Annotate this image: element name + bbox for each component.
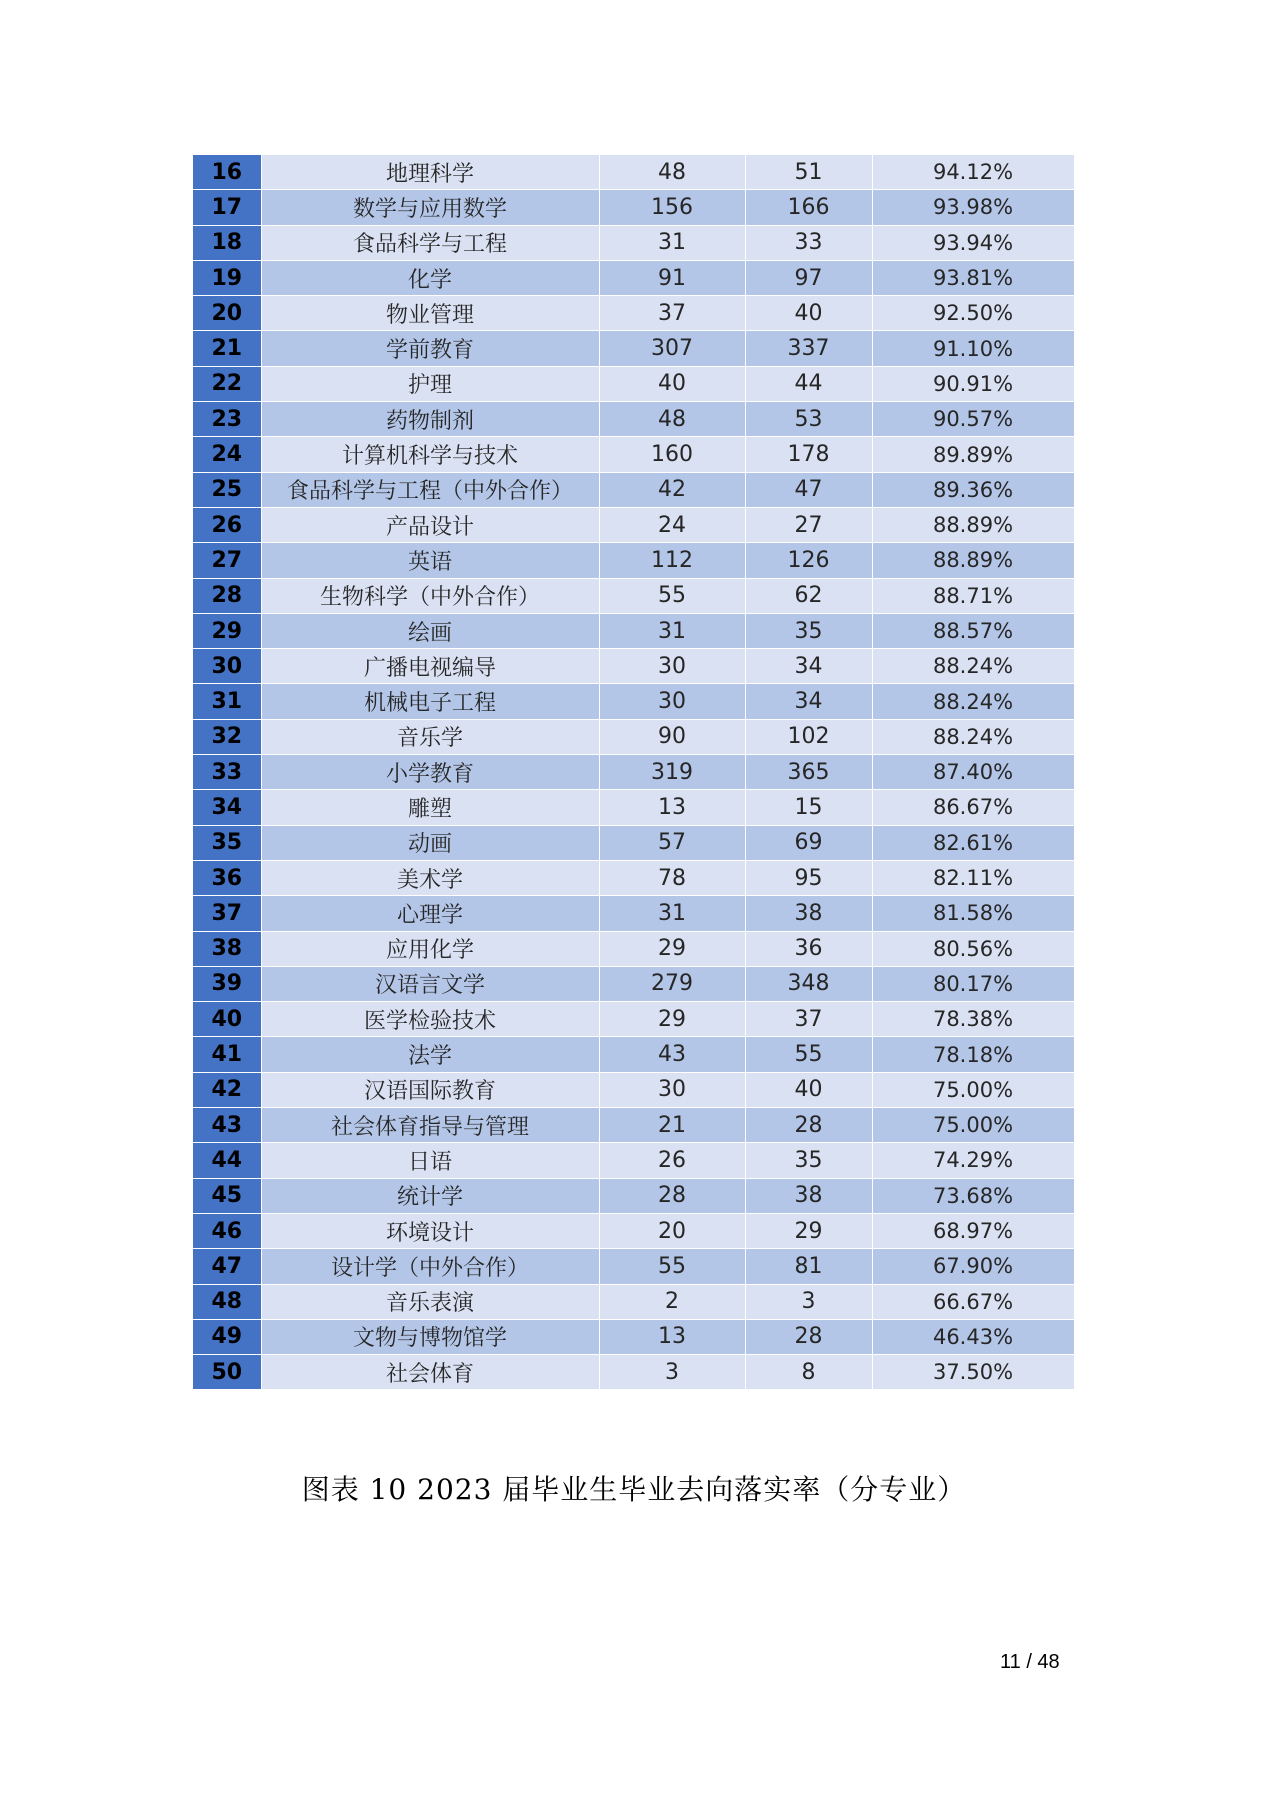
- placement-rate-cell: 89.89%: [872, 437, 1074, 472]
- table-row: [193, 1319, 1074, 1354]
- total-count-cell: 55: [745, 1037, 872, 1072]
- placed-count-cell: 31: [599, 896, 745, 931]
- major-cell: 日语: [261, 1143, 599, 1178]
- placed-count-cell: 21: [599, 1108, 745, 1143]
- placement-rate-cell: 46.43%: [872, 1319, 1074, 1354]
- total-count-cell: 102: [745, 719, 872, 754]
- total-count-cell: 28: [745, 1108, 872, 1143]
- total-count-cell: 337: [745, 331, 872, 366]
- placement-rate-cell: 67.90%: [872, 1249, 1074, 1284]
- table-row: [193, 260, 1074, 295]
- total-count-cell: 126: [745, 543, 872, 578]
- placed-count-cell: 29: [599, 1002, 745, 1037]
- placement-rate-cell: 93.94%: [872, 225, 1074, 260]
- total-count-cell: 33: [745, 225, 872, 260]
- placed-count-cell: 90: [599, 719, 745, 754]
- major-cell: 绘画: [261, 613, 599, 648]
- major-cell: 文物与博物馆学: [261, 1319, 599, 1354]
- placement-rate-cell: 94.12%: [872, 155, 1074, 190]
- placement-rate-cell: 78.38%: [872, 1002, 1074, 1037]
- placed-count-cell: 40: [599, 366, 745, 401]
- placement-rate-cell: 88.57%: [872, 613, 1074, 648]
- placed-count-cell: 48: [599, 155, 745, 190]
- placed-count-cell: 156: [599, 190, 745, 225]
- placed-count-cell: 55: [599, 578, 745, 613]
- table-row: [193, 860, 1074, 895]
- major-cell: 地理科学: [261, 155, 599, 190]
- table-row: [193, 1178, 1074, 1213]
- rank-cell: 47: [193, 1249, 261, 1284]
- rank-cell: 22: [193, 366, 261, 401]
- rank-cell: 19: [193, 260, 261, 295]
- placed-count-cell: 13: [599, 790, 745, 825]
- placed-count-cell: 112: [599, 543, 745, 578]
- placement-rate-cell: 88.24%: [872, 684, 1074, 719]
- placement-rate-cell: 88.89%: [872, 507, 1074, 542]
- total-count-cell: 8: [745, 1355, 872, 1390]
- rank-cell: 37: [193, 896, 261, 931]
- table-row: [193, 331, 1074, 366]
- major-cell: 医学检验技术: [261, 1002, 599, 1037]
- placed-count-cell: 2: [599, 1284, 745, 1319]
- placement-rate-cell: 66.67%: [872, 1284, 1074, 1319]
- placed-count-cell: 20: [599, 1213, 745, 1248]
- rank-cell: 24: [193, 437, 261, 472]
- major-cell: 统计学: [261, 1178, 599, 1213]
- total-count-cell: 44: [745, 366, 872, 401]
- placed-count-cell: 43: [599, 1037, 745, 1072]
- major-cell: 食品科学与工程: [261, 225, 599, 260]
- placement-rate-cell: 82.61%: [872, 825, 1074, 860]
- table-row: [193, 896, 1074, 931]
- rank-cell: 29: [193, 613, 261, 648]
- table-row: [193, 437, 1074, 472]
- placement-rate-cell: 87.40%: [872, 755, 1074, 790]
- placed-count-cell: 24: [599, 507, 745, 542]
- table-row: [193, 1072, 1074, 1107]
- total-count-cell: 40: [745, 296, 872, 331]
- table-row: [193, 155, 1074, 190]
- rank-cell: 31: [193, 684, 261, 719]
- rank-cell: 43: [193, 1108, 261, 1143]
- major-cell: 社会体育指导与管理: [261, 1108, 599, 1143]
- major-cell: 广播电视编导: [261, 649, 599, 684]
- total-count-cell: 15: [745, 790, 872, 825]
- table-row: [193, 1108, 1074, 1143]
- rank-cell: 49: [193, 1319, 261, 1354]
- placed-count-cell: 319: [599, 755, 745, 790]
- table-row: [193, 1037, 1074, 1072]
- table-row: [193, 931, 1074, 966]
- total-count-cell: 35: [745, 1143, 872, 1178]
- placement-rate-cell: 88.89%: [872, 543, 1074, 578]
- major-cell: 学前教育: [261, 331, 599, 366]
- total-count-cell: 38: [745, 1178, 872, 1213]
- placed-count-cell: 307: [599, 331, 745, 366]
- major-cell: 汉语言文学: [261, 966, 599, 1001]
- placed-count-cell: 48: [599, 402, 745, 437]
- table-row: [193, 966, 1074, 1001]
- placement-rate-cell: 75.00%: [872, 1108, 1074, 1143]
- rank-cell: 34: [193, 790, 261, 825]
- placed-count-cell: 55: [599, 1249, 745, 1284]
- rank-cell: 28: [193, 578, 261, 613]
- major-cell: 计算机科学与技术: [261, 437, 599, 472]
- table-row: [193, 719, 1074, 754]
- major-cell: 音乐表演: [261, 1284, 599, 1319]
- major-cell: 化学: [261, 260, 599, 295]
- placed-count-cell: 30: [599, 684, 745, 719]
- table-row: [193, 825, 1074, 860]
- placed-count-cell: 42: [599, 472, 745, 507]
- major-cell: 环境设计: [261, 1213, 599, 1248]
- major-cell: 小学教育: [261, 755, 599, 790]
- placed-count-cell: 29: [599, 931, 745, 966]
- rank-cell: 40: [193, 1002, 261, 1037]
- table-row: [193, 755, 1074, 790]
- table-row: [193, 1284, 1074, 1319]
- rank-cell: 30: [193, 649, 261, 684]
- major-cell: 社会体育: [261, 1355, 599, 1390]
- total-count-cell: 51: [745, 155, 872, 190]
- placement-rate-cell: 74.29%: [872, 1143, 1074, 1178]
- rank-cell: 42: [193, 1072, 261, 1107]
- major-cell: 生物科学（中外合作）: [261, 578, 599, 613]
- placement-rate-cell: 93.98%: [872, 190, 1074, 225]
- total-count-cell: 35: [745, 613, 872, 648]
- major-cell: 产品设计: [261, 507, 599, 542]
- page-number: 11 / 48: [1000, 1651, 1060, 1673]
- table-row: [193, 366, 1074, 401]
- rank-cell: 21: [193, 331, 261, 366]
- placed-count-cell: 279: [599, 966, 745, 1001]
- total-count-cell: 81: [745, 1249, 872, 1284]
- total-count-cell: 53: [745, 402, 872, 437]
- table-row: [193, 1249, 1074, 1284]
- rank-cell: 35: [193, 825, 261, 860]
- major-cell: 美术学: [261, 860, 599, 895]
- table-row: [193, 790, 1074, 825]
- major-cell: 护理: [261, 366, 599, 401]
- table-row: [193, 613, 1074, 648]
- major-cell: 心理学: [261, 896, 599, 931]
- major-cell: 法学: [261, 1037, 599, 1072]
- total-count-cell: 40: [745, 1072, 872, 1107]
- placement-rate-cell: 37.50%: [872, 1355, 1074, 1390]
- total-count-cell: 29: [745, 1213, 872, 1248]
- table-row: [193, 472, 1074, 507]
- table-row: [193, 543, 1074, 578]
- total-count-cell: 27: [745, 507, 872, 542]
- placement-rate-cell: 80.56%: [872, 931, 1074, 966]
- total-count-cell: 97: [745, 260, 872, 295]
- table-row: [193, 1213, 1074, 1248]
- rank-cell: 46: [193, 1213, 261, 1248]
- table-row: [193, 578, 1074, 613]
- placed-count-cell: 13: [599, 1319, 745, 1354]
- placement-rate-cell: 78.18%: [872, 1037, 1074, 1072]
- placement-rate-cell: 91.10%: [872, 331, 1074, 366]
- placement-rate-cell: 86.67%: [872, 790, 1074, 825]
- total-count-cell: 37: [745, 1002, 872, 1037]
- rank-cell: 39: [193, 966, 261, 1001]
- rank-cell: 50: [193, 1355, 261, 1390]
- rank-cell: 44: [193, 1143, 261, 1178]
- major-cell: 应用化学: [261, 931, 599, 966]
- major-cell: 物业管理: [261, 296, 599, 331]
- placement-rate-cell: 89.36%: [872, 472, 1074, 507]
- placement-rate-cell: 92.50%: [872, 296, 1074, 331]
- table-row: [193, 190, 1074, 225]
- total-count-cell: 36: [745, 931, 872, 966]
- major-cell: 英语: [261, 543, 599, 578]
- placed-count-cell: 30: [599, 1072, 745, 1107]
- placed-count-cell: 37: [599, 296, 745, 331]
- placement-rate-cell: 75.00%: [872, 1072, 1074, 1107]
- placed-count-cell: 28: [599, 1178, 745, 1213]
- total-count-cell: 3: [745, 1284, 872, 1319]
- major-cell: 数学与应用数学: [261, 190, 599, 225]
- major-cell: 机械电子工程: [261, 684, 599, 719]
- rank-cell: 25: [193, 472, 261, 507]
- placed-count-cell: 31: [599, 613, 745, 648]
- rank-cell: 32: [193, 719, 261, 754]
- major-cell: 汉语国际教育: [261, 1072, 599, 1107]
- major-cell: 食品科学与工程（中外合作）: [261, 472, 599, 507]
- placement-rate-cell: 81.58%: [872, 896, 1074, 931]
- total-count-cell: 166: [745, 190, 872, 225]
- rank-cell: 45: [193, 1178, 261, 1213]
- table-body: [193, 155, 1074, 1390]
- placement-rate-cell: 80.17%: [872, 966, 1074, 1001]
- table-row: [193, 649, 1074, 684]
- placed-count-cell: 31: [599, 225, 745, 260]
- total-count-cell: 365: [745, 755, 872, 790]
- rank-cell: 33: [193, 755, 261, 790]
- rank-cell: 26: [193, 507, 261, 542]
- rank-cell: 23: [193, 402, 261, 437]
- table-row: [193, 1002, 1074, 1037]
- rank-cell: 48: [193, 1284, 261, 1319]
- major-cell: 雕塑: [261, 790, 599, 825]
- total-count-cell: 34: [745, 684, 872, 719]
- rank-cell: 38: [193, 931, 261, 966]
- placement-rate-cell: 93.81%: [872, 260, 1074, 295]
- major-cell: 动画: [261, 825, 599, 860]
- placement-rate-cell: 88.71%: [872, 578, 1074, 613]
- table-row: [193, 507, 1074, 542]
- table-row: [193, 1143, 1074, 1178]
- placed-count-cell: 26: [599, 1143, 745, 1178]
- table-row: [193, 225, 1074, 260]
- total-count-cell: 178: [745, 437, 872, 472]
- rank-cell: 36: [193, 860, 261, 895]
- placed-count-cell: 78: [599, 860, 745, 895]
- figure-caption: 图表 10 2023 届毕业生毕业去向落实率（分专业）: [301, 1473, 967, 1506]
- major-cell: 设计学（中外合作）: [261, 1249, 599, 1284]
- rank-cell: 17: [193, 190, 261, 225]
- placement-rate-cell: 82.11%: [872, 860, 1074, 895]
- placement-rate-table: [193, 155, 1075, 1390]
- placement-rate-cell: 88.24%: [872, 649, 1074, 684]
- placed-count-cell: 160: [599, 437, 745, 472]
- rank-cell: 41: [193, 1037, 261, 1072]
- rank-cell: 20: [193, 296, 261, 331]
- placement-rate-cell: 88.24%: [872, 719, 1074, 754]
- total-count-cell: 348: [745, 966, 872, 1001]
- total-count-cell: 34: [745, 649, 872, 684]
- rank-cell: 16: [193, 155, 261, 190]
- total-count-cell: 28: [745, 1319, 872, 1354]
- placed-count-cell: 3: [599, 1355, 745, 1390]
- placement-rate-cell: 90.57%: [872, 402, 1074, 437]
- table-row: [193, 296, 1074, 331]
- placed-count-cell: 91: [599, 260, 745, 295]
- table-row: [193, 684, 1074, 719]
- total-count-cell: 95: [745, 860, 872, 895]
- placement-rate-cell: 68.97%: [872, 1213, 1074, 1248]
- placed-count-cell: 57: [599, 825, 745, 860]
- major-cell: 药物制剂: [261, 402, 599, 437]
- rank-cell: 18: [193, 225, 261, 260]
- placement-rate-cell: 73.68%: [872, 1178, 1074, 1213]
- placement-rate-cell: 90.91%: [872, 366, 1074, 401]
- total-count-cell: 62: [745, 578, 872, 613]
- table-row: [193, 402, 1074, 437]
- rank-cell: 27: [193, 543, 261, 578]
- placed-count-cell: 30: [599, 649, 745, 684]
- major-cell: 音乐学: [261, 719, 599, 754]
- total-count-cell: 69: [745, 825, 872, 860]
- table-row: [193, 1355, 1074, 1390]
- total-count-cell: 38: [745, 896, 872, 931]
- total-count-cell: 47: [745, 472, 872, 507]
